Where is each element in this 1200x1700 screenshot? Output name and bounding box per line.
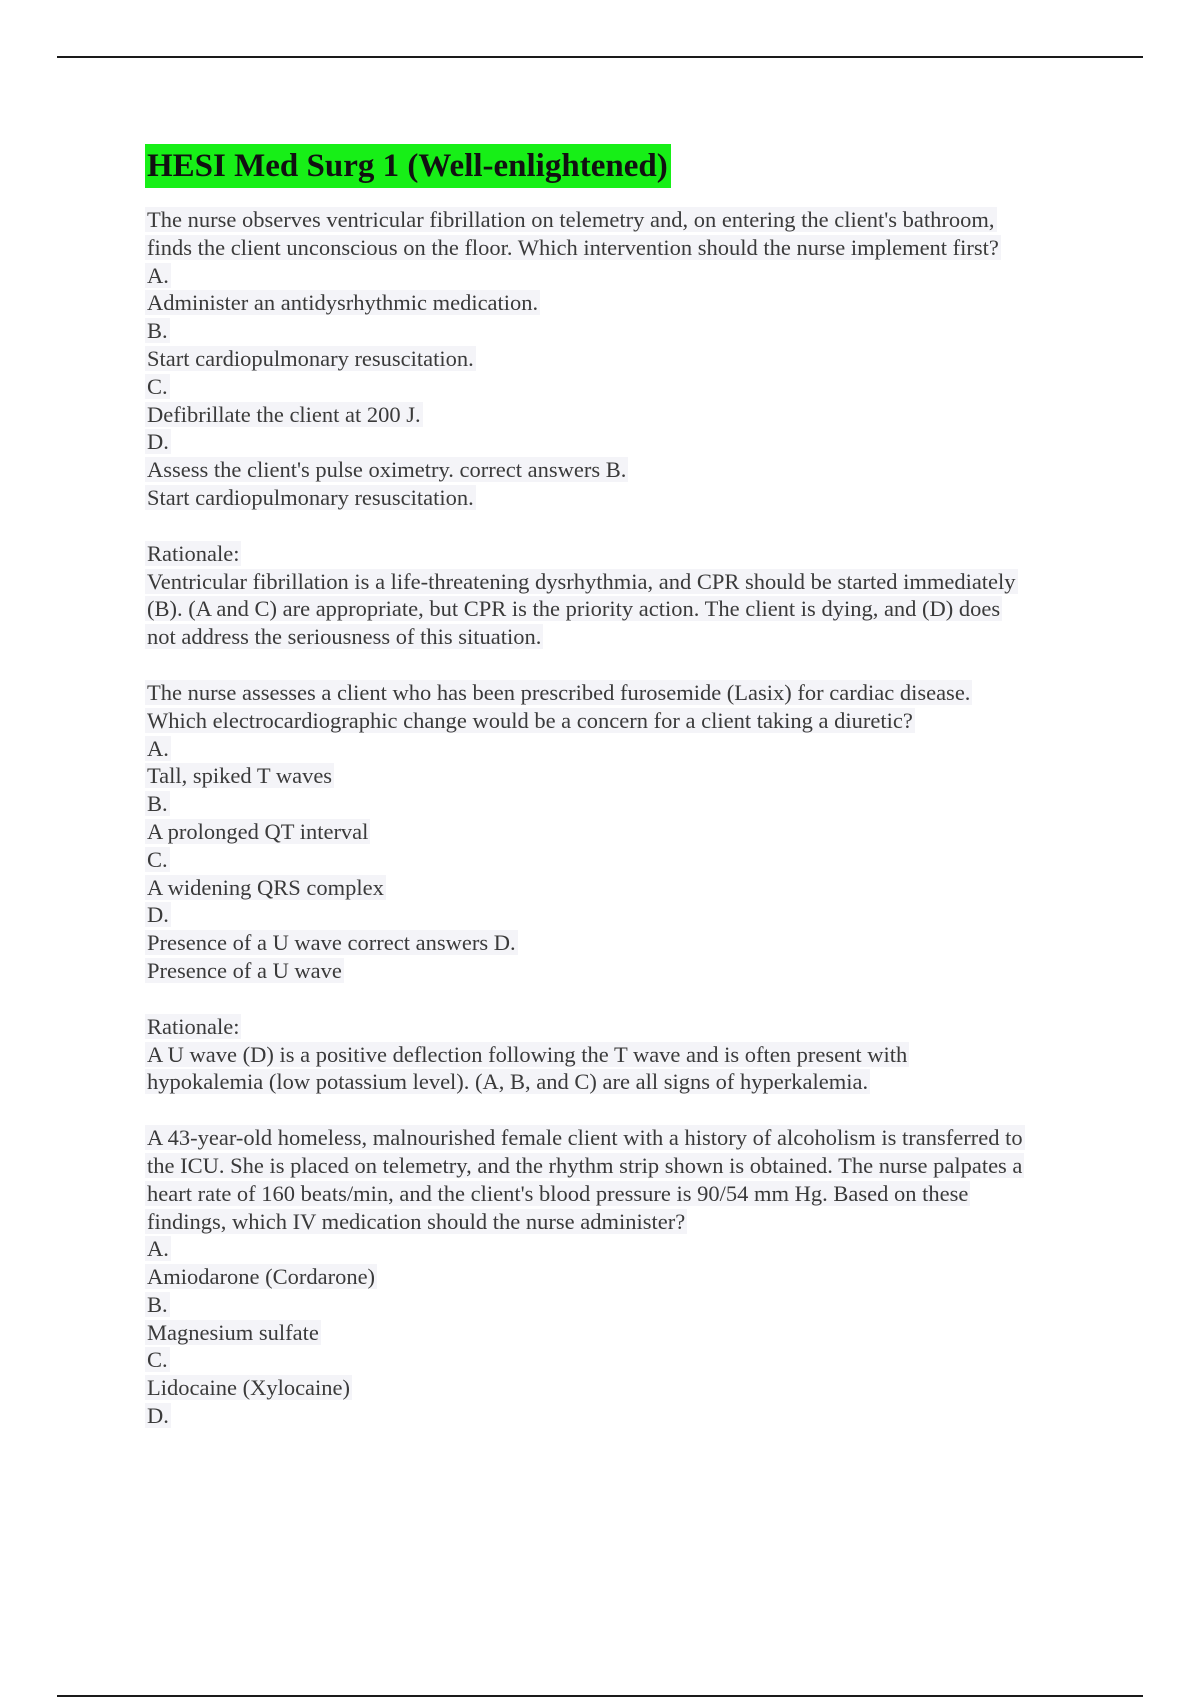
text-line bbox=[145, 1041, 1105, 1069]
text-line-text: Amiodarone (Cordarone) bbox=[147, 1264, 376, 1290]
document-body bbox=[145, 144, 1105, 1430]
text-line bbox=[145, 568, 1105, 596]
text-line bbox=[145, 1374, 1105, 1402]
text-line-text: The nurse assesses a client who has been prescribed furosemide (Lasix) for cardiac disease. bbox=[147, 679, 971, 705]
text-line bbox=[145, 456, 1105, 484]
option-letter-text: A. bbox=[147, 735, 169, 761]
paragraph-gap bbox=[145, 985, 1105, 1013]
option-letter-text: D. bbox=[147, 902, 169, 928]
document-text bbox=[145, 206, 1105, 1430]
option-letter bbox=[145, 1291, 1105, 1319]
text-line-text: Assess the client's pulse oximetry. correct answers B. bbox=[147, 457, 627, 483]
rationale-label-text: Rationale: bbox=[147, 540, 240, 566]
text-line-text: The nurse observes ventricular fibrillation on telemetry and, on entering the client's bathroom, bbox=[147, 207, 995, 232]
text-line bbox=[145, 957, 1105, 985]
text-line-text: A widening QRS complex bbox=[147, 874, 384, 900]
text-line bbox=[145, 1068, 1105, 1096]
option-letter-text: A. bbox=[147, 262, 169, 288]
text-line bbox=[145, 707, 1105, 735]
text-line-text: Presence of a U wave bbox=[147, 957, 342, 983]
text-line bbox=[145, 595, 1105, 623]
text-line-text: A 43-year-old homeless, malnourished female client with a history of alcoholism is transferred to bbox=[147, 1125, 1023, 1151]
text-line-text: Presence of a U wave correct answers D. bbox=[147, 930, 516, 956]
text-line bbox=[145, 679, 1105, 707]
paragraph-gap bbox=[145, 1096, 1105, 1124]
text-line-text: Lidocaine (Xylocaine) bbox=[147, 1375, 351, 1401]
document-title: HESI Med Surg 1 (Well-enlightened) bbox=[145, 144, 671, 188]
text-line-text: Which electrocardiographic change would be a concern for a client taking a diuretic? bbox=[147, 707, 913, 733]
option-letter-text: B. bbox=[147, 318, 168, 344]
option-letter-text: A. bbox=[147, 1236, 169, 1262]
option-letter bbox=[145, 373, 1105, 401]
option-letter bbox=[145, 317, 1105, 345]
text-line bbox=[145, 762, 1105, 790]
bottom-rule bbox=[57, 1695, 1143, 1697]
option-letter bbox=[145, 846, 1105, 874]
text-line-text: Ventricular fibrillation is a life-threatening dysrhythmia, and CPR should be started immediately bbox=[147, 568, 1016, 594]
text-line bbox=[145, 1152, 1105, 1180]
text-line bbox=[145, 401, 1105, 429]
text-line bbox=[145, 1263, 1105, 1291]
text-line bbox=[145, 345, 1105, 373]
text-line-text: hypokalemia (low potassium level). (A, B, and C) are all signs of hyperkalemia. bbox=[147, 1069, 869, 1095]
option-letter-text: B. bbox=[147, 1291, 168, 1317]
option-letter bbox=[145, 1346, 1105, 1374]
text-line-text: the ICU. She is placed on telemetry, and the rhythm strip shown is obtained. The nurse palpates a bbox=[147, 1152, 1023, 1178]
option-letter-text: D. bbox=[147, 429, 169, 455]
text-line-text: Tall, spiked T waves bbox=[147, 763, 333, 789]
text-line bbox=[145, 818, 1105, 846]
text-line-text: A prolonged QT interval bbox=[147, 818, 369, 844]
text-line bbox=[145, 484, 1105, 512]
option-letter-text: C. bbox=[147, 373, 168, 399]
option-letter bbox=[145, 1235, 1105, 1263]
rationale-label bbox=[145, 1013, 1105, 1041]
text-line-text: finds the client unconscious on the floor. Which intervention should the nurse implement first? bbox=[147, 234, 999, 260]
text-line bbox=[145, 874, 1105, 902]
option-letter-text: C. bbox=[147, 1347, 168, 1373]
option-letter bbox=[145, 790, 1105, 818]
rationale-label bbox=[145, 540, 1105, 568]
text-line bbox=[145, 206, 1105, 234]
text-line-text: Start cardiopulmonary resuscitation. bbox=[147, 345, 474, 371]
text-line-text: (B). (A and C) are appropriate, but CPR is the priority action. The client is dying, and (D) does bbox=[147, 596, 1001, 622]
text-line-text: A U wave (D) is a positive deflection following the T wave and is often present with bbox=[147, 1041, 908, 1067]
text-line-text: Start cardiopulmonary resuscitation. bbox=[147, 484, 474, 510]
top-rule bbox=[57, 56, 1143, 58]
text-line bbox=[145, 1180, 1105, 1208]
option-letter bbox=[145, 901, 1105, 929]
text-line-text: findings, which IV medication should the nurse administer? bbox=[147, 1208, 686, 1234]
text-line-text: Magnesium sulfate bbox=[147, 1319, 319, 1345]
text-line bbox=[145, 1208, 1105, 1236]
option-letter-text: C. bbox=[147, 846, 168, 872]
option-letter bbox=[145, 428, 1105, 456]
text-line-text: not address the seriousness of this situation. bbox=[147, 624, 542, 650]
text-line bbox=[145, 1124, 1105, 1152]
text-line-text: Administer an antidysrhythmic medication. bbox=[147, 290, 539, 316]
option-letter-text: B. bbox=[147, 791, 168, 817]
text-line-text: Defibrillate the client at 200 J. bbox=[147, 401, 421, 427]
option-letter-text: D. bbox=[147, 1403, 169, 1429]
text-line bbox=[145, 289, 1105, 317]
text-line bbox=[145, 929, 1105, 957]
text-line bbox=[145, 623, 1105, 651]
paragraph-gap bbox=[145, 651, 1105, 679]
text-line-text: heart rate of 160 beats/min, and the client's blood pressure is 90/54 mm Hg. Based on these bbox=[147, 1180, 969, 1206]
option-letter bbox=[145, 735, 1105, 763]
text-line bbox=[145, 234, 1105, 262]
option-letter bbox=[145, 262, 1105, 290]
option-letter bbox=[145, 1402, 1105, 1430]
paragraph-gap bbox=[145, 512, 1105, 540]
rationale-label-text: Rationale: bbox=[147, 1013, 240, 1039]
text-line bbox=[145, 1319, 1105, 1347]
